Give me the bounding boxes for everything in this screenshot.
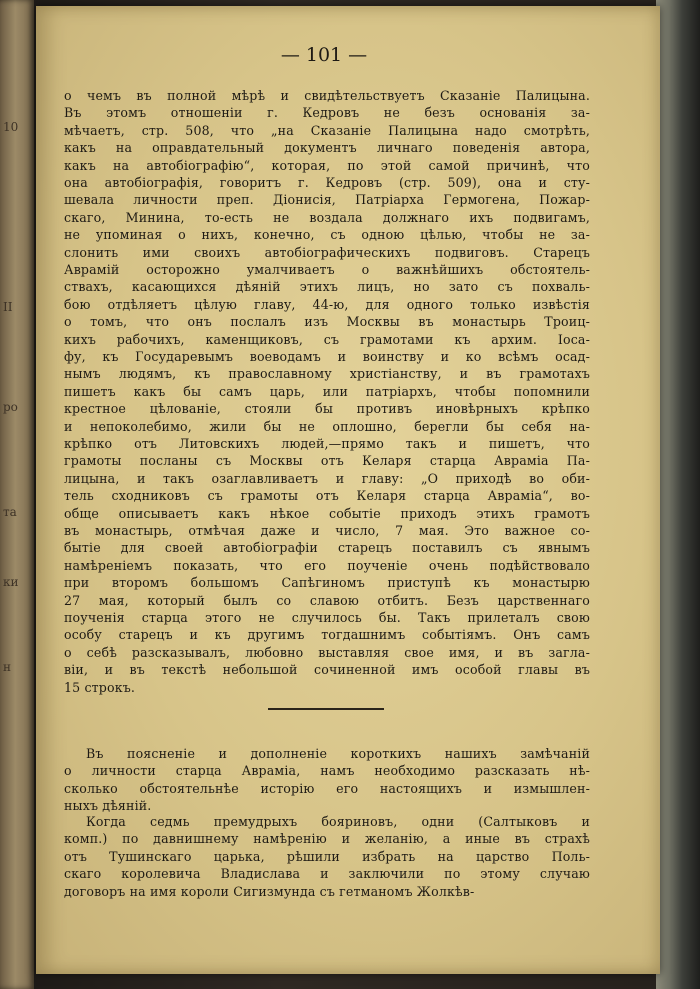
previous-page-edge bbox=[0, 0, 34, 989]
text-line: кихъ рабочихъ, каменщиковъ, съ грамотами къ архим. Іоса- bbox=[64, 331, 590, 347]
text-line: не упоминая о нихъ, конечно, съ одною цѣлью, чтобы не за- bbox=[64, 227, 590, 243]
left-page-fragment: ро bbox=[3, 400, 18, 414]
text-line: договоръ на имя короли Сигизмунда съ гетманомъ Жолкѣв- bbox=[64, 883, 475, 899]
text-line: о томъ, что онъ послалъ изъ Москвы въ монастырь Троиц- bbox=[64, 314, 590, 330]
text-line: тель сходниковъ съ грамоты отъ Келаря старца Авраміа“, во- bbox=[64, 488, 590, 504]
text-line: Въ поясненіе и дополненіе короткихъ нашихъ замѣчаній bbox=[86, 746, 590, 761]
text-line: въ монастырь, отмѣчая даже и число, 7 мая. Это важное со- bbox=[64, 523, 590, 538]
text-line: шевала личности преп. Діонисія, Патріарха Гермогена, Пожар- bbox=[64, 192, 590, 208]
text-line: ствахъ, касающихся дѣяній этихъ лицъ, но зато съ похваль- bbox=[64, 279, 590, 295]
page-number: — 101 — bbox=[280, 44, 368, 66]
left-page-fragment: II bbox=[3, 300, 13, 314]
text-line: поученія старца этого не случилось бы. Такъ прилеталъ свою bbox=[64, 610, 590, 625]
text-line: нымъ людямъ, къ православному христіанству, и въ грамотахъ bbox=[64, 366, 590, 382]
text-line: бою отдѣляетъ цѣлую главу, 44-ю, для одного только извѣстія bbox=[64, 296, 590, 312]
text-line: крѣпко отъ Литовскихъ людей,—прямо такъ и пишетъ, что bbox=[64, 436, 590, 451]
text-line: фу, къ Государевымъ воеводамъ и воинству и ко всѣмъ осад- bbox=[64, 349, 590, 364]
text-line: Въ этомъ отношеніи г. Кедровъ не безъ основанія за- bbox=[64, 105, 590, 121]
text-line: какъ на оправдательный документъ личнаго поведенія автора, bbox=[64, 140, 590, 156]
text-line: лицына, и такъ озаглавливаетъ и главу: „О приходѣ во оби- bbox=[64, 470, 590, 486]
text-line: сколько обстоятельнѣе исторію его настоящихъ и измышлен- bbox=[64, 780, 590, 796]
text-line: скаго, Минина, то-есть не воздала должнаго ихъ подвигамъ, bbox=[64, 209, 590, 225]
text-line: особу старецъ и къ другимъ тогдашнимъ событіямъ. Онъ самъ bbox=[64, 627, 590, 643]
text-line: 15 строкъ. bbox=[64, 679, 136, 695]
text-line: 27 мая, который былъ со славою отбитъ. Безъ царственнаго bbox=[64, 592, 590, 608]
left-page-fragment: 10 bbox=[3, 120, 19, 134]
text-line: скаго королевича Владислава и заключили по этому случаю bbox=[64, 866, 590, 882]
text-line: о себѣ разсказывалъ, любовно выставляя свое имя, и въ загла- bbox=[64, 644, 590, 660]
text-line: и непоколебимо, жили бы не оплошно, берегли бы себя на- bbox=[64, 418, 590, 434]
text-line: Когда седмь премудрыхъ бояриновъ, одни (Салтыковъ и bbox=[86, 814, 590, 829]
text-line: при второмъ большомъ Сапѣгиномъ приступѣ къ монастырю bbox=[64, 575, 590, 591]
text-line: какъ на автобіографію“, которая, по этой самой причинѣ, что bbox=[64, 157, 590, 173]
text-line: бытіе для своей автобіографіи старецъ поставилъ съ явнымъ bbox=[64, 540, 590, 556]
left-page-fragment: ки bbox=[3, 575, 19, 589]
text-line: намѣреніемъ показать, что его поученіе очень подѣйствовало bbox=[64, 557, 590, 573]
text-line: віи, и въ текстѣ небольшой сочиненной имъ особой главы въ bbox=[64, 662, 590, 678]
text-line: ныхъ дѣяній. bbox=[64, 798, 152, 814]
text-line: она автобіографія, говоритъ г. Кедровъ (стр. 509), она и сту- bbox=[64, 175, 590, 190]
left-page-fragment: та bbox=[3, 505, 17, 519]
text-line: о личности старца Авраміа, намъ необходимо разсказать нѣ- bbox=[64, 763, 590, 779]
text-line: отъ Тушинскаго царька, рѣшили избрать на царство Поль- bbox=[64, 848, 590, 864]
text-line: грамоты посланы съ Москвы отъ Келаря старца Авраміа Па- bbox=[64, 453, 590, 469]
section-divider bbox=[268, 708, 384, 710]
book-page bbox=[36, 6, 660, 974]
text-line: обще описываетъ какъ нѣкое событіе приходъ этихъ грамотъ bbox=[64, 505, 590, 521]
text-line: комп.) по давнишнему намѣренію и желанію, а иные въ страхѣ bbox=[64, 831, 590, 847]
left-page-fragment: н bbox=[3, 660, 11, 674]
text-line: слонить ими своихъ автобіографическихъ подвиговъ. Старецъ bbox=[64, 244, 590, 260]
text-line: Аврамій осторожно умалчиваетъ о важнѣйшихъ обстоятель- bbox=[64, 262, 590, 277]
text-line: мѣчаетъ, стр. 508, что „на Сказаніе Палицына надо смотрѣть, bbox=[64, 122, 590, 138]
book-cover-edge bbox=[656, 0, 700, 989]
text-line: пишетъ какъ бы самъ царь, или патріархъ, чтобы попомнили bbox=[64, 383, 590, 399]
text-line: крестное цѣлованіе, стояли бы противъ иновѣрныхъ крѣпко bbox=[64, 401, 590, 417]
text-line: о чемъ въ полной мѣрѣ и свидѣтельствуетъ Сказаніе Палицына. bbox=[64, 88, 590, 103]
